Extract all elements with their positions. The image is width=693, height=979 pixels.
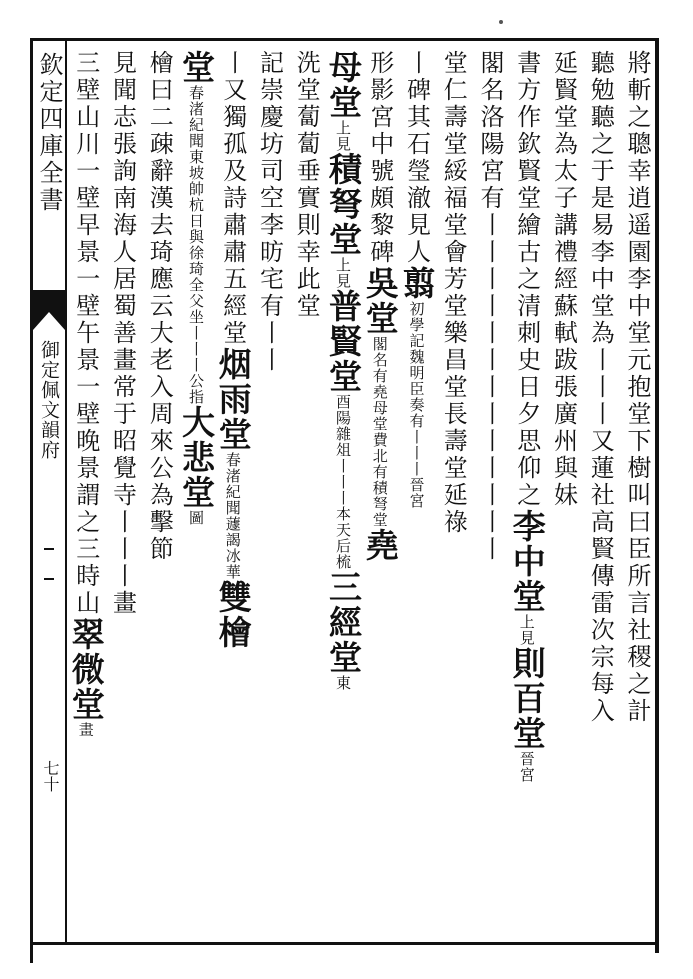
heading-term: 烟雨堂 [213, 347, 253, 452]
frame-right-border [655, 38, 659, 953]
annotation-text: 閣名有堯母堂費北有積弩堂 [370, 336, 389, 528]
body-text: 記崇慶坊司空李昉宅有丨丨 [255, 50, 284, 374]
annotation-text: 圖 [187, 510, 205, 526]
text-column [324, 50, 361, 940]
body-text: 將斬之聰幸逍遥園李中堂元抱堂下樹叫曰臣所言社稷之計 [623, 50, 651, 725]
heading-term: 大悲堂 [177, 405, 216, 510]
frame-bottom-border [30, 942, 659, 945]
text-column [141, 50, 178, 940]
text-column [251, 50, 288, 940]
annotation-text: 上見 [334, 120, 352, 152]
body-text: 聽勉聽之于是易李中堂為丨丨丨又蓮社高賢傳雷次宗每入 [586, 50, 615, 725]
heading-term: 普賢堂 [324, 289, 363, 394]
text-column [214, 50, 251, 940]
body-text: 見聞志張詢南海人居蜀善畫常于昭覺寺丨丨丨畫 [108, 50, 137, 617]
margin-dash [44, 578, 54, 580]
frame-top-border [30, 38, 658, 41]
annotation-text: 春渚紀聞東坡帥杭日與徐琦全父坐丨丨丨公指 [187, 85, 205, 405]
heading-term: 堯 [360, 528, 400, 563]
heading-term: 三經堂 [324, 570, 363, 675]
heading-term: 翦 [397, 266, 437, 301]
text-column [288, 50, 325, 940]
annotation-text: 初學記魏明臣奏有丨丨丨晉宮 [407, 301, 426, 509]
page-number: 七十 [41, 760, 60, 792]
text-column [471, 50, 508, 940]
heading-term: 則百堂 [507, 646, 547, 751]
annotation-text: 晉宮 [517, 751, 536, 783]
text-column [177, 50, 214, 940]
body-text: 書方作欽賢堂繪古之清刺史日夕思仰之 [512, 50, 541, 509]
annotation-text: 上見 [517, 614, 536, 646]
body-text: 三壁山川一壁早景一壁午景一壁晚景謂之三時山 [71, 50, 100, 617]
annotation-text: 東 [334, 675, 352, 691]
annotation-text: 酉陽雜俎丨丨丨本天后梳 [334, 394, 352, 570]
text-column [582, 50, 619, 940]
book-title: 御定佩文韻府 [38, 340, 60, 460]
text-column [508, 50, 545, 940]
body-text: 堂仁壽堂綏福堂會芳堂樂昌堂長壽堂延祿 [439, 50, 468, 536]
text-column [361, 50, 398, 940]
annotation-text: 畫 [76, 722, 95, 738]
heading-term: 堂 [177, 50, 216, 85]
text-column [435, 50, 472, 940]
heading-term: 積弩堂 [324, 152, 363, 257]
body-text: 閣名洛陽宮有丨丨丨丨丨丨丨丨丨丨丨丨丨 [476, 50, 504, 563]
fishtail-mark-icon [33, 290, 65, 330]
collection-title: 欽定四庫全書 [35, 52, 63, 214]
heading-term: 雙檜 [213, 580, 253, 650]
ink-speck [499, 20, 503, 24]
margin-dash [44, 548, 54, 550]
text-column [104, 50, 141, 940]
text-column [618, 50, 655, 940]
heading-term: 母堂 [324, 50, 363, 120]
heading-term: 李中堂 [507, 509, 547, 614]
annotation-text: 春渚紀聞蘧謁冰華 [223, 452, 242, 580]
heading-term: 翠微堂 [66, 617, 106, 722]
body-text: 丨碑其石瑩澈見人 [402, 50, 431, 266]
body-text: 延賢堂為太子講禮經蘇軾跋張廣州與妹 [549, 50, 578, 509]
heading-term: 吳堂 [360, 266, 400, 336]
body-text: 形影宮中號頗黎碑 [365, 50, 394, 266]
annotation-text: 上見 [334, 257, 352, 289]
body-text: 檜曰二疎辭漢去琦應云大老入周來公為擊節 [145, 50, 174, 563]
text-column [398, 50, 435, 940]
text-column [545, 50, 582, 940]
body-text: 洗堂蔔蔔垂實則幸此堂 [292, 50, 321, 320]
body-text: 丨又獨孤及詩肅肅五經堂 [218, 50, 247, 347]
text-column [67, 50, 104, 940]
